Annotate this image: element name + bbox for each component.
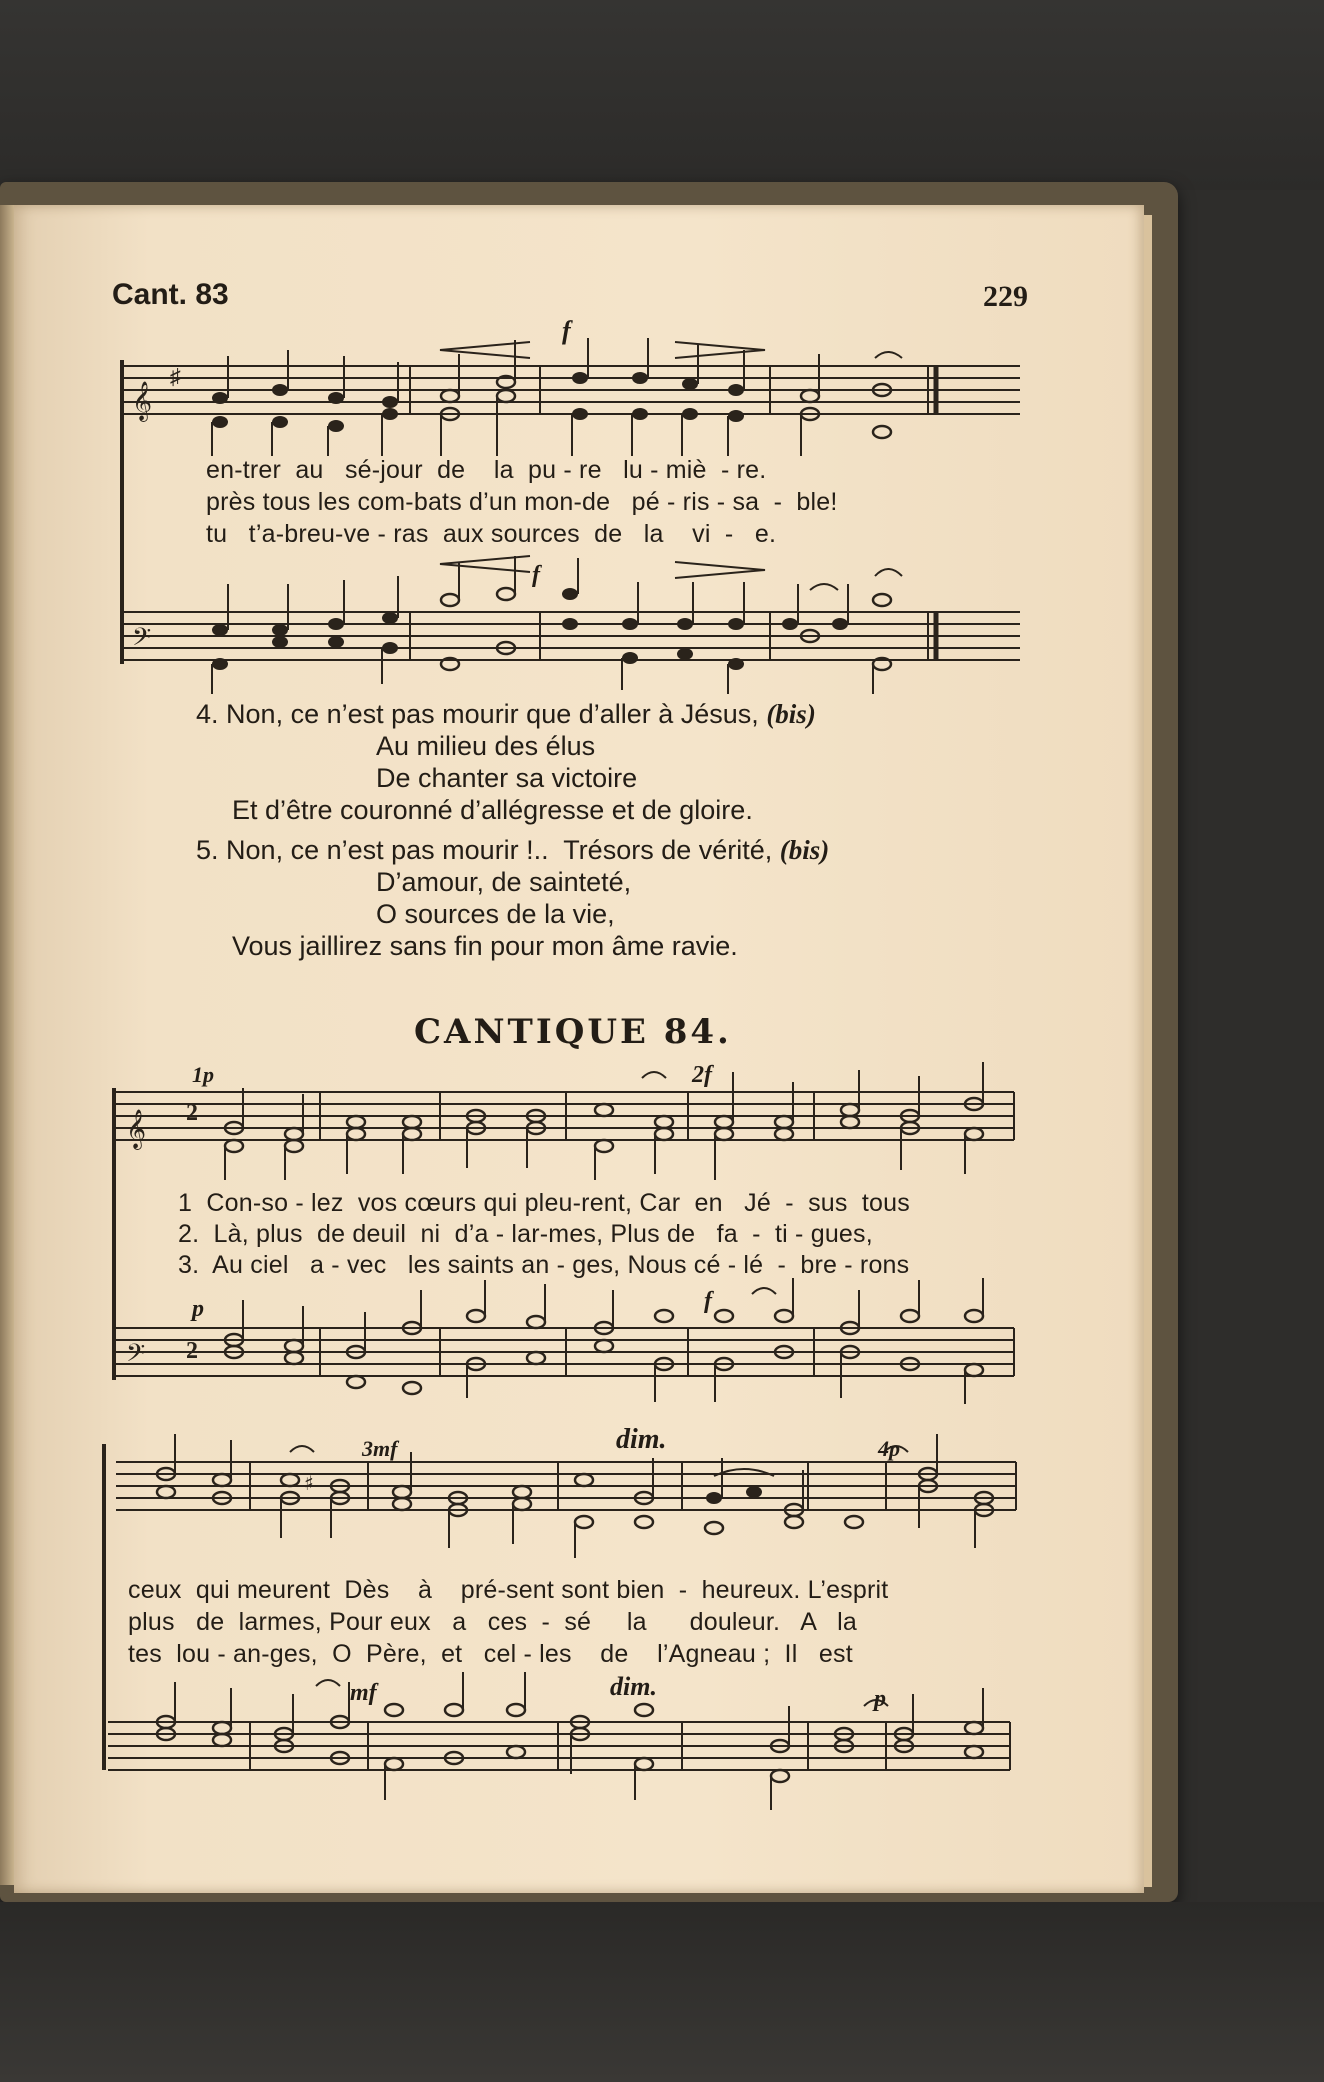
lyric-line: tes lou - an-ges, O Père, et cel - les de l’Agneau ; Il est bbox=[128, 1640, 853, 1668]
bass-staff-3 bbox=[104, 1680, 1024, 1810]
lyric-line: 1 Con-so - lez vos cœurs qui pleu-rent, Car en Jé - sus tous bbox=[178, 1189, 910, 1217]
verse-line: D’amour, de sainteté, bbox=[376, 867, 632, 897]
lyric-line: en-trer au sé-jour de la pu - re lu - miè - re. bbox=[206, 456, 767, 484]
book-spine-edge bbox=[0, 205, 14, 1885]
page-number: 229 bbox=[983, 280, 1028, 313]
lyric-line: tu t’a-breu-ve - ras aux sources de la vi - e. bbox=[206, 520, 777, 548]
treble-staff-2 bbox=[104, 1070, 1024, 1200]
bass-staff-2 bbox=[104, 1288, 1024, 1418]
dynamic-mezzo-forte-bass: mf bbox=[350, 1680, 377, 1706]
running-head bbox=[98, 278, 1028, 318]
lyric-line: 3. Au ciel a - vec les saints an - ges, Nous cé - lé - bre - rons bbox=[178, 1251, 910, 1279]
dynamic-forte-bass: f bbox=[532, 562, 540, 588]
bis-marker: (bis) bbox=[766, 699, 816, 729]
dynamic-piano-1: 1p bbox=[192, 1062, 214, 1087]
svg-text:𝄢: 𝄢 bbox=[126, 1339, 146, 1374]
backdrop-bottom bbox=[0, 1902, 1324, 2082]
svg-text:2: 2 bbox=[186, 1100, 198, 1126]
lyric-line: 2. Là, plus de deuil ni d’a - lar-mes, Plus de fa - ti - gues, bbox=[178, 1220, 873, 1248]
verse-line: Au milieu des élus bbox=[376, 731, 596, 761]
cantique-title: CANTIQUE 84. bbox=[414, 1012, 732, 1052]
verse-5 bbox=[196, 834, 829, 962]
page-edge bbox=[1144, 215, 1152, 1887]
verse-line: Non, ce n’est pas mourir que d’aller à Jésus, bbox=[226, 699, 767, 729]
verse-4 bbox=[196, 698, 816, 826]
svg-text:♯: ♯ bbox=[170, 364, 181, 389]
treble-staff-3 bbox=[104, 1448, 1024, 1578]
lyrics-cantique-b bbox=[128, 1574, 888, 1670]
verse-line: De chanter sa victoire bbox=[376, 763, 638, 793]
lyrics-system-1 bbox=[206, 454, 838, 550]
dynamic-forte-2: 2f bbox=[692, 1062, 712, 1088]
verse-line: O sources de la vie, bbox=[376, 899, 615, 929]
svg-text:𝄞: 𝄞 bbox=[132, 383, 153, 420]
dynamic-mezzo-forte-3: 3mf bbox=[362, 1436, 398, 1461]
verse-line: Non, ce n’est pas mourir !.. Trésors de vérité, bbox=[226, 835, 780, 865]
dynamic-forte-bass-2: f bbox=[704, 1288, 712, 1314]
svg-text:2: 2 bbox=[186, 1338, 198, 1364]
svg-text:𝄞: 𝄞 bbox=[126, 1111, 147, 1148]
bass-staff-1 bbox=[110, 554, 1030, 694]
verse-number: 5. bbox=[196, 835, 219, 865]
dynamic-piano-4: 4p bbox=[878, 1436, 900, 1461]
dynamic-forte: f bbox=[562, 316, 571, 345]
dynamic-piano-bass-2: p bbox=[874, 1686, 886, 1712]
dynamic-diminuendo-bass: dim. bbox=[610, 1672, 657, 1701]
lyric-line: ceux qui meurent Dès à pré-sent sont bien - heureux. L’esprit bbox=[128, 1576, 889, 1604]
svg-text:𝄢: 𝄢 bbox=[132, 623, 152, 658]
svg-text:♯: ♯ bbox=[304, 1471, 314, 1495]
bis-marker: (bis) bbox=[779, 835, 830, 865]
hymn-reference: Cant. 83 bbox=[112, 278, 229, 311]
verse-line: Et d’être couronné d’allégresse et de gloire. bbox=[232, 795, 753, 825]
verse-number: 4. bbox=[196, 699, 219, 729]
dynamic-diminuendo: dim. bbox=[616, 1424, 667, 1455]
backdrop bbox=[0, 0, 1324, 190]
dynamic-piano-bass: p bbox=[192, 1296, 204, 1322]
verse-line: Vous jaillirez sans fin pour mon âme ravie. bbox=[232, 931, 738, 961]
lyric-line: plus de larmes, Pour eux a ces - sé la douleur. A la bbox=[128, 1608, 858, 1636]
lyric-line: près tous les com-bats d’un mon-de pé - ris - sa - ble! bbox=[206, 488, 838, 516]
lyrics-cantique-a bbox=[178, 1188, 910, 1281]
